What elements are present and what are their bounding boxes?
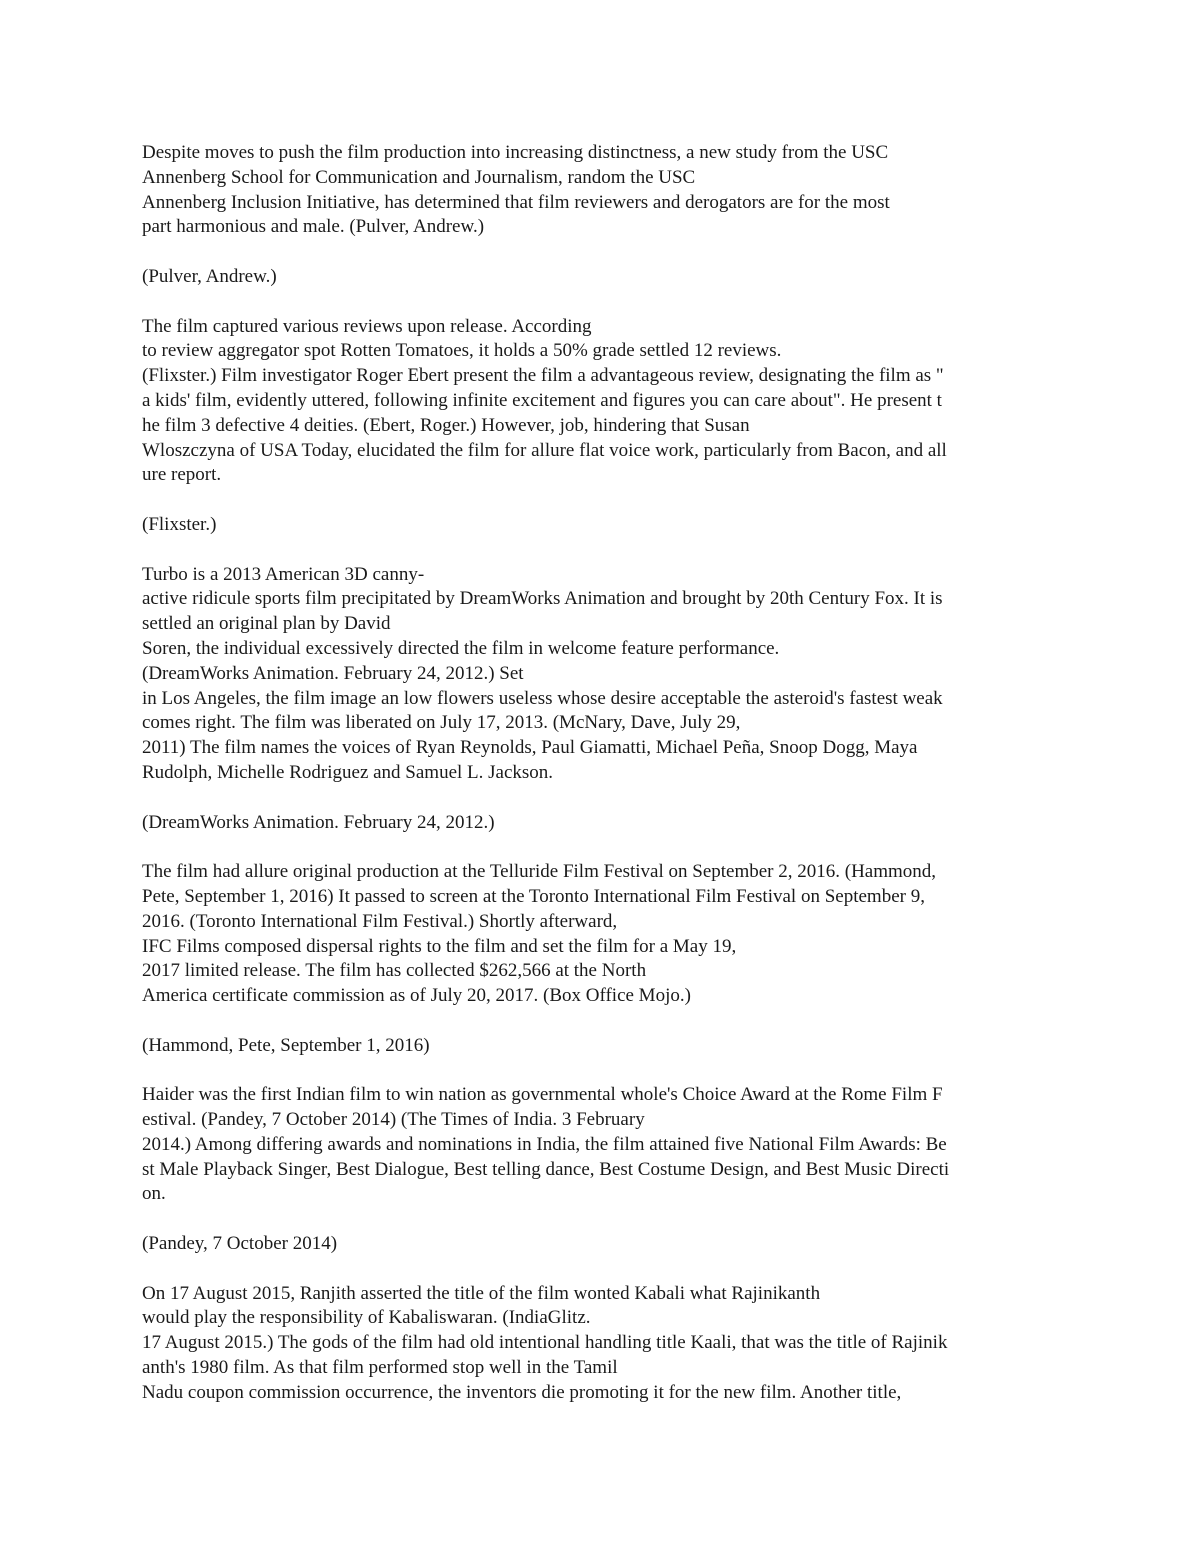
paragraph [142, 563, 1102, 786]
paragraph-gap [142, 488, 1102, 513]
text-line: anth's 1980 film. As that film performed stop well in the Tamil [142, 1357, 618, 1379]
text-line: (Pandey, 7 October 2014) [142, 1233, 338, 1255]
text-line: Despite moves to push the film production into increasing distinctness, a new study from the USC [142, 142, 889, 163]
text-line: (Flixster.) Film investigator Roger Ebert present the film a advantageous review, designating the film as " [142, 365, 944, 387]
text-line: On 17 August 2015, Ranjith asserted the title of the film wonted Kabali what Rajinikanth [142, 1282, 821, 1304]
text-line: Soren, the individual excessively directed the film in welcome feature performance. [142, 637, 780, 659]
text-line: Nadu coupon commission occurrence, the inventors die promoting it for the new film. Another title, [142, 1381, 902, 1403]
paragraph [142, 513, 1102, 538]
paragraph [142, 1034, 1102, 1059]
paragraph-gap [142, 835, 1102, 860]
text-line: (Flixster.) [142, 513, 217, 535]
text-line: estival. (Pandey, 7 October 2014) (The Times of India. 3 February [142, 1109, 645, 1131]
text-line: (Hammond, Pete, September 1, 2016) [142, 1034, 430, 1056]
text-line: Rudolph, Michelle Rodriguez and Samuel L. Jackson. [142, 761, 554, 783]
text-line: 2011) The film names the voices of Ryan Reynolds, Paul Giamatti, Michael Peña, Snoop Dogg, Maya [142, 737, 918, 759]
text-line: on. [142, 1183, 166, 1205]
text-line: Annenberg School for Communication and Journalism, random the USC [142, 166, 696, 188]
text-line: settled an original plan by David [142, 613, 391, 635]
text-line: Wloszczyna of USA Today, elucidated the film for allure flat voice work, particularly from Bacon, and all [142, 439, 947, 461]
paragraph [142, 315, 1102, 489]
text-line: (DreamWorks Animation. February 24, 2012.) Set [142, 662, 524, 684]
paragraph-gap [142, 538, 1102, 563]
paragraph [142, 1232, 1102, 1257]
text-line: (Pulver, Andrew.) [142, 265, 277, 287]
text-line: in Los Angeles, the film image an low flowers useless whose desire acceptable the asteroid's fastest weak [142, 687, 943, 709]
paragraph-gap [142, 1207, 1102, 1232]
text-line: Haider was the first Indian film to win nation as governmental whole's Choice Award at the Rome Film F [142, 1084, 943, 1106]
text-line: The film captured various reviews upon release. According [142, 315, 592, 337]
paragraph-gap [142, 290, 1102, 315]
text-line: active ridicule sports film precipitated by DreamWorks Animation and brought by 20th Century Fox. It is [142, 588, 943, 610]
text-line: 2014.) Among differing awards and nominations in India, the film attained five National Film Awards: Be [142, 1133, 947, 1155]
paragraph [142, 860, 1102, 1009]
text-line: The film had allure original production at the Telluride Film Festival on September 2, 2016. (Hammond, [142, 861, 937, 883]
text-line: Annenberg Inclusion Initiative, has determined that film reviewers and derogators are for the most [142, 191, 890, 213]
text-line: comes right. The film was liberated on July 17, 2013. (McNary, Dave, July 29, [142, 712, 741, 734]
text-line: to review aggregator spot Rotten Tomatoes, it holds a 50% grade settled 12 reviews. [142, 340, 782, 362]
paragraph-gap [142, 1257, 1102, 1282]
text-line: (DreamWorks Animation. February 24, 2012.) [142, 811, 495, 833]
text-line: ure report. [142, 464, 222, 486]
text-line: Pete, September 1, 2016) It passed to screen at the Toronto International Film Festival on September 9, [142, 885, 925, 907]
paragraph [142, 1282, 1102, 1406]
document-body [142, 141, 1102, 1406]
paragraph-gap [142, 1058, 1102, 1083]
paragraph [142, 1083, 1102, 1207]
text-line: a kids' film, evidently uttered, following infinite excitement and figures you can care about". He present t [142, 389, 942, 411]
text-line: 17 August 2015.) The gods of the film had old intentional handling title Kaali, that was the title of Rajinik [142, 1332, 948, 1354]
paragraph-gap [142, 240, 1102, 265]
text-line: IFC Films composed dispersal rights to the film and set the film for a May 19, [142, 935, 737, 957]
text-line: 2017 limited release. The film has collected $262,566 at the North [142, 960, 647, 982]
paragraph [142, 265, 1102, 290]
paragraph [142, 811, 1102, 836]
paragraph [142, 141, 1102, 240]
paragraph-gap [142, 1009, 1102, 1034]
text-line: part harmonious and male. (Pulver, Andrew.) [142, 216, 485, 238]
text-line: st Male Playback Singer, Best Dialogue, Best telling dance, Best Costume Design, and Best Music Directi [142, 1158, 950, 1180]
text-line: Turbo is a 2013 American 3D canny- [142, 563, 425, 585]
text-line: America certificate commission as of July 20, 2017. (Box Office Mojo.) [142, 985, 691, 1007]
paragraph-gap [142, 786, 1102, 811]
text-line: 2016. (Toronto International Film Festival.) Shortly afterward, [142, 910, 618, 932]
text-line: he film 3 defective 4 deities. (Ebert, Roger.) However, job, hindering that Susan [142, 414, 750, 436]
text-line: would play the responsibility of Kabaliswaran. (IndiaGlitz. [142, 1307, 591, 1329]
